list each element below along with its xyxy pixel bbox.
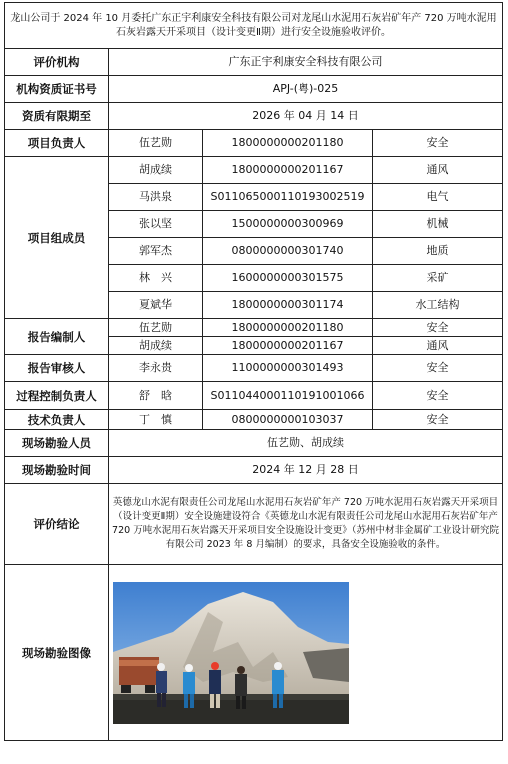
compiler-row [5, 319, 503, 337]
cert-label: 机构资质证书号 [5, 76, 109, 103]
tech-label: 技术负责人 [5, 410, 109, 430]
compiler-cert-id: 1800000000201180 [203, 319, 373, 337]
member-row [5, 157, 503, 184]
member-name: 马洪泉 [109, 184, 203, 211]
leader-specialty: 安全 [373, 130, 503, 157]
photo-row [5, 565, 503, 741]
member-cert-id: S011065000110193002519 [203, 184, 373, 211]
member-cert-id: 1800000000301174 [203, 292, 373, 319]
valid-value: 2026 年 04 月 14 日 [109, 103, 503, 130]
leader-cert-id: 1800000000201180 [203, 130, 373, 157]
member-specialty: 电气 [373, 184, 503, 211]
member-name: 夏斌华 [109, 292, 203, 319]
site-staff-row [5, 430, 503, 457]
compiler-specialty: 通风 [373, 337, 503, 355]
member-name: 胡成续 [109, 157, 203, 184]
conclusion-text: 英德龙山水泥有限责任公司龙尾山水泥用石灰岩矿年产 720 万吨水泥用石灰岩露天开采项目（设计变更Ⅱ期）安全设施建设符合《英德龙山水泥有限责任公司龙尾山水泥用石灰岩矿年产 720 万吨水泥用石灰岩露天开采项目安全设施设计变更》（苏州中材非金属矿工业设计研究院有限公司 2023 年 8 月编制）的要求，具备安全设施验收的条件。 [109, 484, 503, 565]
site-photo [113, 582, 349, 724]
valid-row [5, 103, 503, 130]
member-cert-id: 1800000000201167 [203, 157, 373, 184]
org-label: 评价机构 [5, 49, 109, 76]
conclusion-label: 评价结论 [5, 484, 109, 565]
reviewer-name: 李永贵 [109, 355, 203, 382]
member-specialty: 机械 [373, 211, 503, 238]
reviewer-cert-id: 1100000000301493 [203, 355, 373, 382]
reviewer-row [5, 355, 503, 382]
tech-name: 丁 慎 [109, 410, 203, 430]
member-name: 郭军杰 [109, 238, 203, 265]
assessment-info-table [4, 2, 503, 741]
site-staff-label: 现场勘验人员 [5, 430, 109, 457]
member-name: 张以坚 [109, 211, 203, 238]
member-cert-id: 1600000000301575 [203, 265, 373, 292]
leader-name: 伍艺勋 [109, 130, 203, 157]
valid-label: 资质有限期至 [5, 103, 109, 130]
process-specialty: 安全 [373, 382, 503, 410]
site-time-row [5, 457, 503, 484]
site-staff-value: 伍艺勋、胡成续 [109, 430, 503, 457]
compiler-name: 伍艺勋 [109, 319, 203, 337]
conclusion-row [5, 484, 503, 565]
org-value: 广东正宇利康安全科技有限公司 [109, 49, 503, 76]
process-row [5, 382, 503, 410]
reviewer-label: 报告审核人 [5, 355, 109, 382]
process-cert-id: S011044000110191001066 [203, 382, 373, 410]
compiler-label: 报告编制人 [5, 319, 109, 355]
member-label: 项目组成员 [5, 157, 109, 319]
site-time-label: 现场勘验时间 [5, 457, 109, 484]
compiler-cert-id: 1800000000201167 [203, 337, 373, 355]
member-specialty: 采矿 [373, 265, 503, 292]
org-row [5, 49, 503, 76]
process-label: 过程控制负责人 [5, 382, 109, 410]
intro-row [5, 3, 503, 49]
member-specialty: 通风 [373, 157, 503, 184]
tech-specialty: 安全 [373, 410, 503, 430]
leader-label: 项目负责人 [5, 130, 109, 157]
tech-row [5, 410, 503, 430]
cert-value: APJ-(粤)-025 [109, 76, 503, 103]
member-specialty: 水工结构 [373, 292, 503, 319]
member-specialty: 地质 [373, 238, 503, 265]
member-name: 林 兴 [109, 265, 203, 292]
compiler-name: 胡成续 [109, 337, 203, 355]
intro-text: 龙山公司于 2024 年 10 月委托广东正宇利康安全科技有限公司对龙尾山水泥用石灰岩矿年产 720 万吨水泥用石灰岩露天开采项目（设计变更Ⅱ期）进行安全设施验收评价。 [5, 3, 503, 49]
site-photo-cell [109, 565, 503, 741]
reviewer-specialty: 安全 [373, 355, 503, 382]
cert-row [5, 76, 503, 103]
site-photo-label: 现场勘验图像 [5, 565, 109, 741]
compiler-specialty: 安全 [373, 319, 503, 337]
member-cert-id: 1500000000300969 [203, 211, 373, 238]
site-photo-image [113, 582, 349, 724]
member-cert-id: 0800000000301740 [203, 238, 373, 265]
process-name: 舒 晗 [109, 382, 203, 410]
site-time-value: 2024 年 12 月 28 日 [109, 457, 503, 484]
leader-row [5, 130, 503, 157]
tech-cert-id: 0800000000103037 [203, 410, 373, 430]
